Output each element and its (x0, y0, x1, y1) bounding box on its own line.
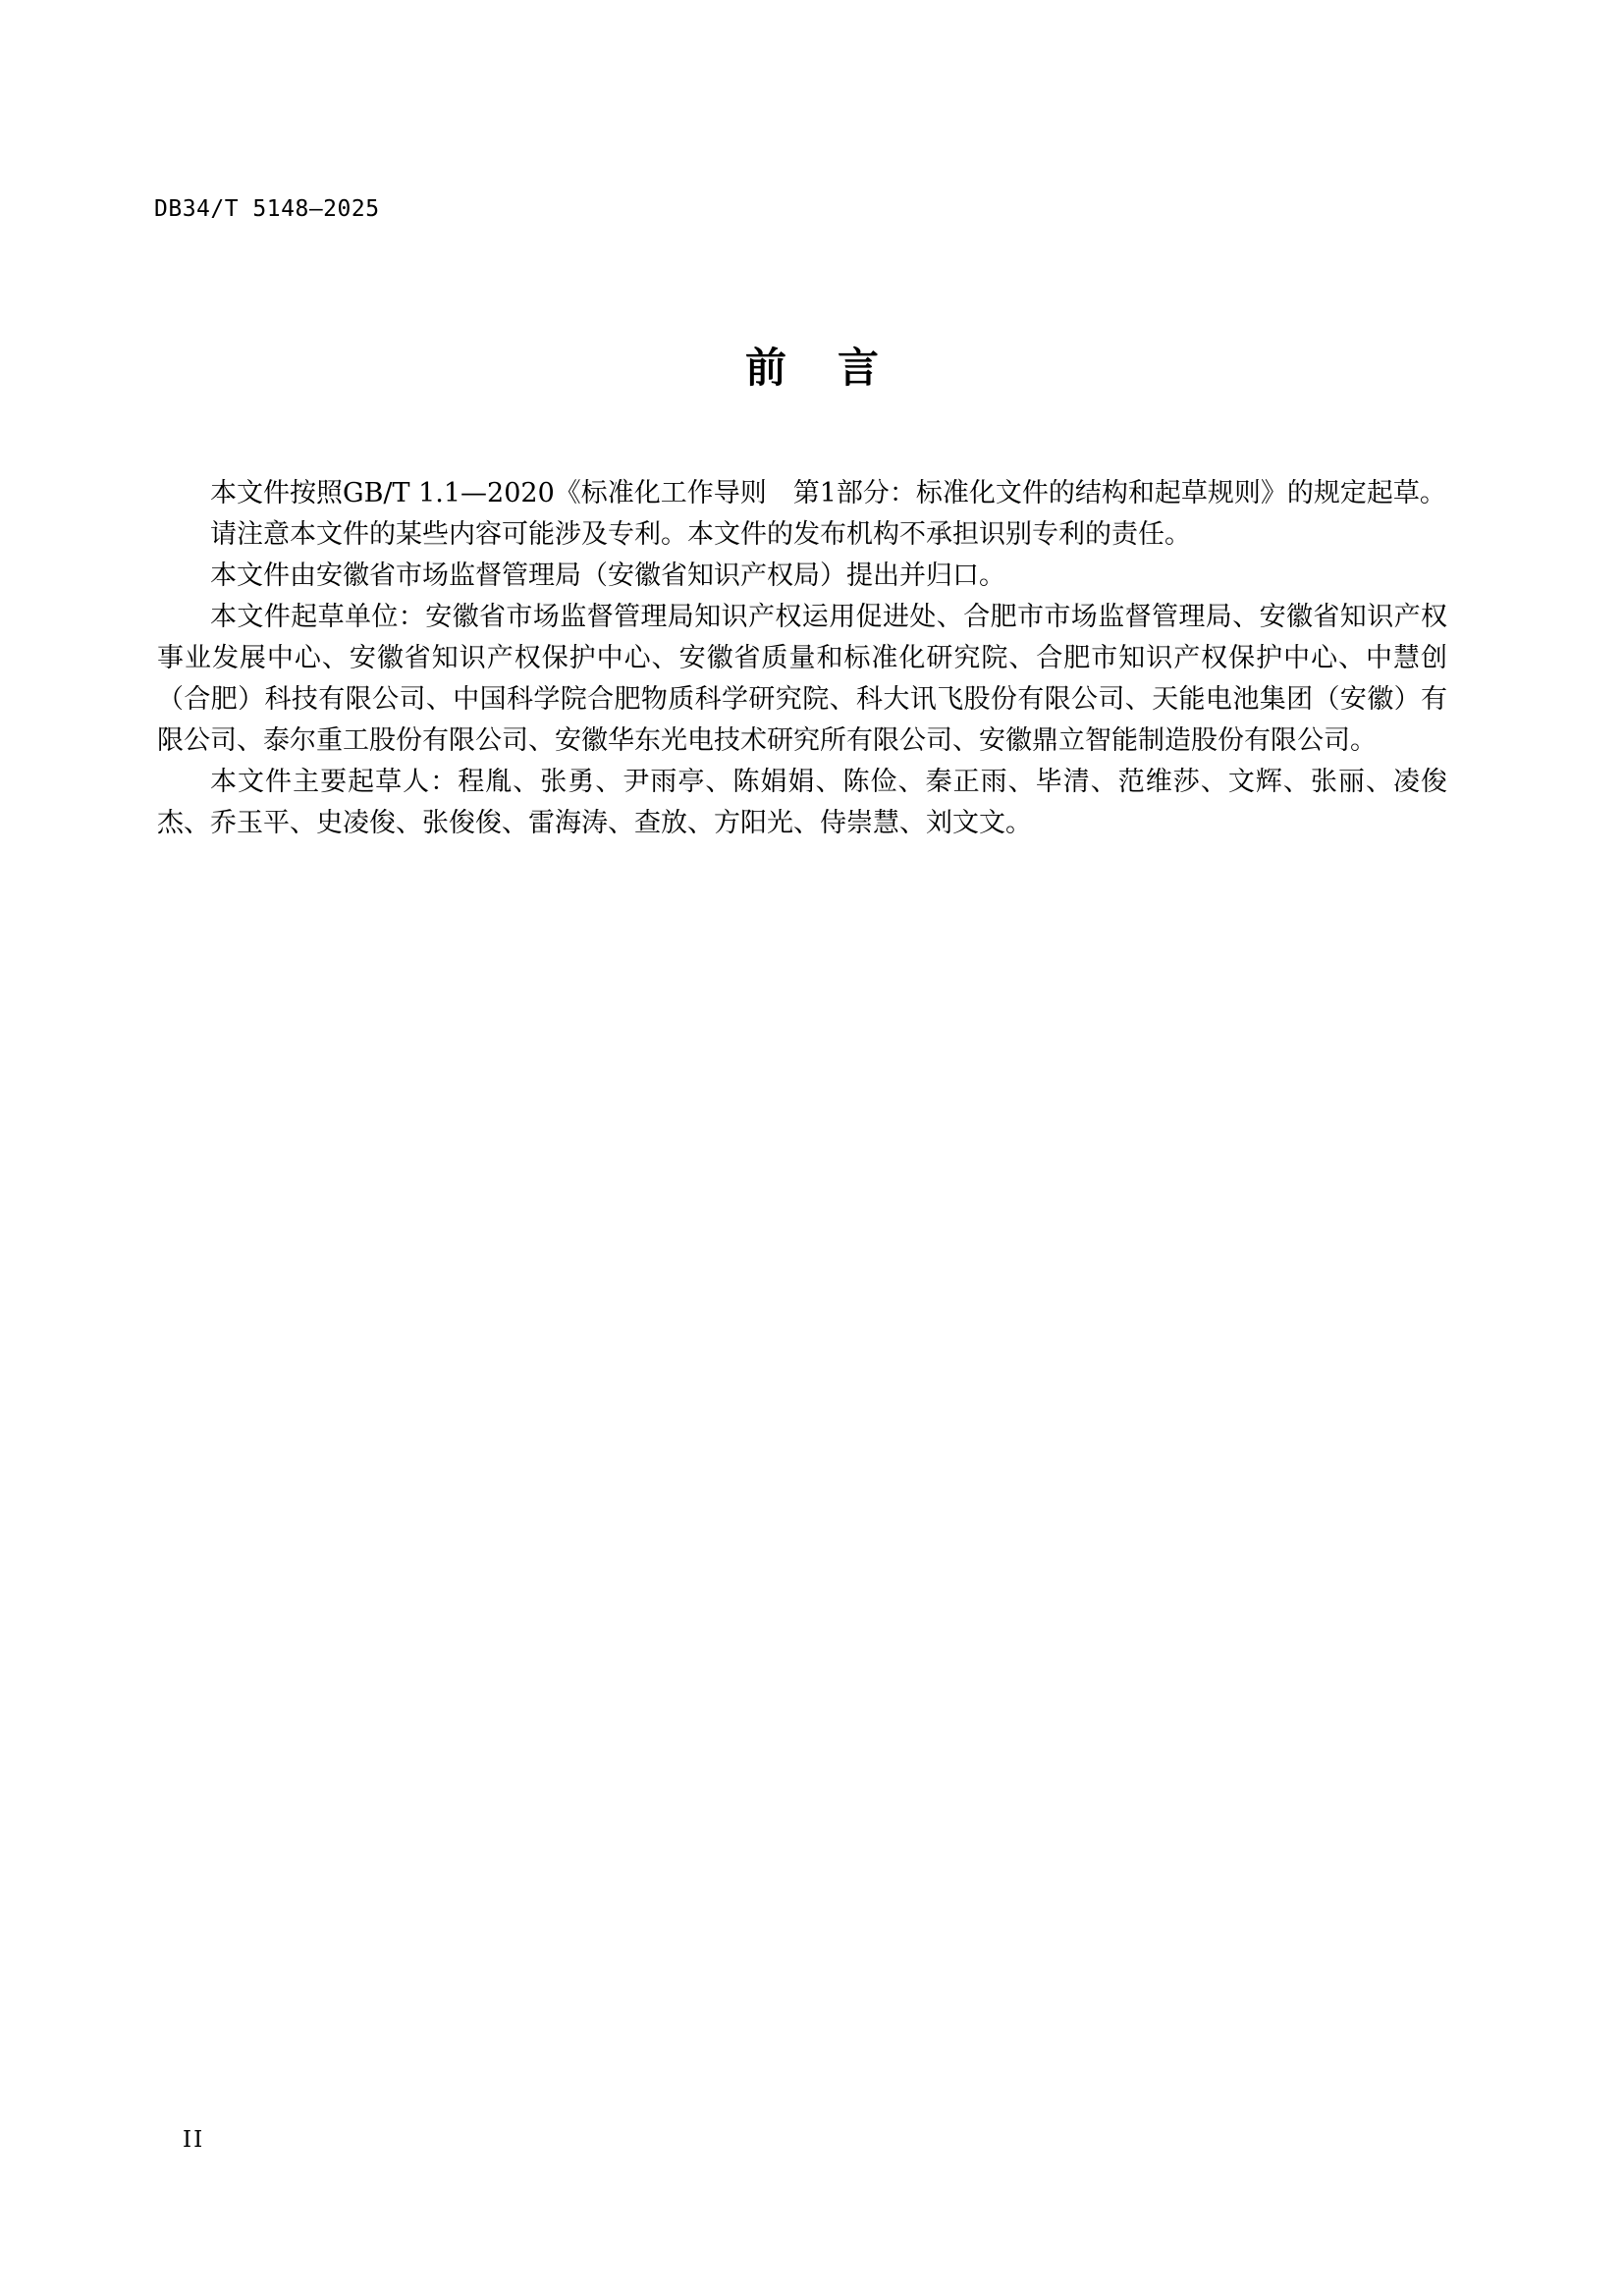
page-title: 前言 (744, 344, 930, 392)
paragraph-proposer: 本文件由安徽省市场监督管理局（安徽省知识产权局）提出并归口。 (210, 561, 1005, 591)
paragraph-drafting-rules: 本文件按照GB/T 1.1—2020《标准化工作导则 第1部分：标准化文件的结构和起草规则》的规定起草。 (210, 478, 1446, 508)
document-code: DB34/T 5148—2025 (154, 196, 380, 222)
paragraph-drafting-units: 本文件起草单位：安徽省市场监督管理局知识产权运用促进处、合肥市市场监督管理局、安徽省知识产权事业发展中心、安徽省知识产权保护中心、安徽省质量和标准化研究院、合肥市知识产权保护中心、中慧创（合肥）科技有限公司、中国科学院合肥物质科学研究院、科大讯飞股份有限公司、天能电池集团（安徽）有限公司、泰尔重工股份有限公司、安徽华东光电技术研究所有限公司、安徽鼎立智能制造股份有限公司。 (157, 602, 1447, 756)
foreword-body (157, 473, 1447, 844)
paragraph-patent-notice: 请注意本文件的某些内容可能涉及专利。本文件的发布机构不承担识别专利的责任。 (210, 519, 1191, 550)
page-number: II (183, 2127, 205, 2153)
paragraph-drafters: 本文件主要起草人：程胤、张勇、尹雨亭、陈娟娟、陈俭、秦正雨、毕清、范维莎、文辉、张丽、凌俊杰、乔玉平、史凌俊、张俊俊、雷海涛、查放、方阳光、侍崇慧、刘文文。 (157, 767, 1447, 838)
